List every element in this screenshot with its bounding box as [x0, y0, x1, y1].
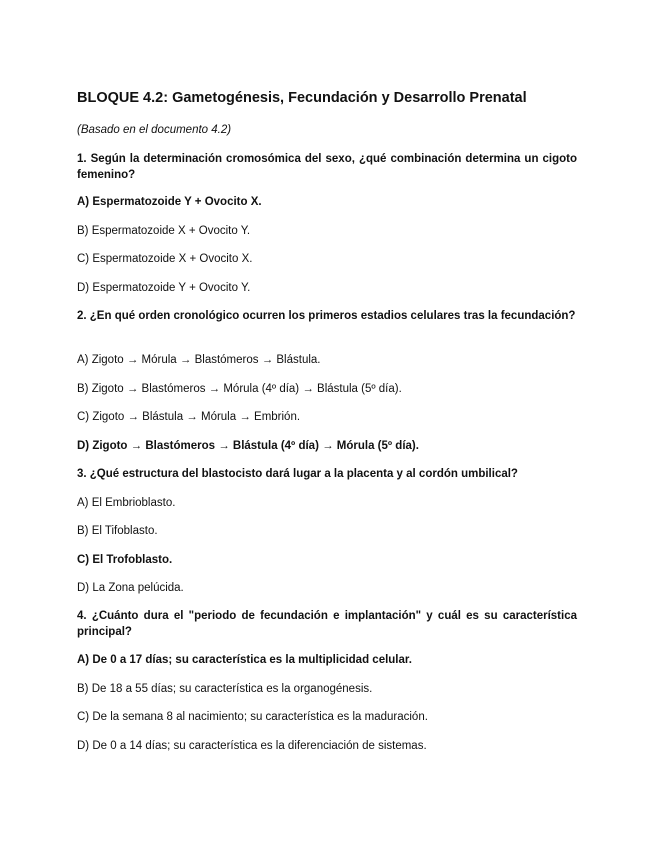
- question-2-option-b: B) Zigoto → Blastómeros → Mórula (4º día) → Blástula (5º día).: [77, 383, 402, 395]
- question-3-option-a: A) El Embrioblasto.: [77, 497, 176, 509]
- question-2-option-a: A) Zigoto → Mórula → Blastómeros → Blástula.: [77, 354, 321, 366]
- source-note: (Basado en el documento 4.2): [77, 124, 232, 136]
- question-3-option-d: D) La Zona pelúcida.: [77, 582, 184, 594]
- question-4: 4. ¿Cuánto dura el "periodo de fecundación e implantación" y cuál es su característica principal?: [77, 610, 577, 638]
- question-4-option-d: D) De 0 a 14 días; su característica es la diferenciación de sistemas.: [77, 740, 427, 752]
- question-1-option-b: B) Espermatozoide X + Ovocito Y.: [77, 225, 251, 237]
- question-1-option-c: C) Espermatozoide X + Ovocito X.: [77, 253, 253, 265]
- question-1-option-d: D) Espermatozoide Y + Ovocito Y.: [77, 282, 251, 294]
- question-4-option-a: A) De 0 a 17 días; su característica es la multiplicidad celular.: [77, 654, 412, 666]
- page-title: BLOQUE 4.2: Gametogénesis, Fecundación y Desarrollo Prenatal: [77, 90, 527, 106]
- question-2-option-c: C) Zigoto → Blástula → Mórula → Embrión.: [77, 411, 301, 423]
- question-1: 1. Según la determinación cromosómica del sexo, ¿qué combinación determina un cigoto femenino?: [77, 153, 577, 181]
- question-3: 3. ¿Qué estructura del blastocisto dará lugar a la placenta y al cordón umbilical?: [77, 468, 518, 480]
- question-4-option-b: B) De 18 a 55 días; su característica es la organogénesis.: [77, 683, 373, 695]
- question-4-option-c: C) De la semana 8 al nacimiento; su característica es la maduración.: [77, 711, 428, 723]
- question-2: 2. ¿En qué orden cronológico ocurren los primeros estadios celulares tras la fecundación?: [77, 310, 576, 322]
- question-1-option-a: A) Espermatozoide Y + Ovocito X.: [77, 196, 262, 208]
- question-3-option-b: B) El Tifoblasto.: [77, 525, 158, 537]
- question-3-option-c: C) El Trofoblasto.: [77, 554, 173, 566]
- question-2-option-d: D) Zigoto → Blastómeros → Blástula (4º día) → Mórula (5º día).: [77, 440, 419, 452]
